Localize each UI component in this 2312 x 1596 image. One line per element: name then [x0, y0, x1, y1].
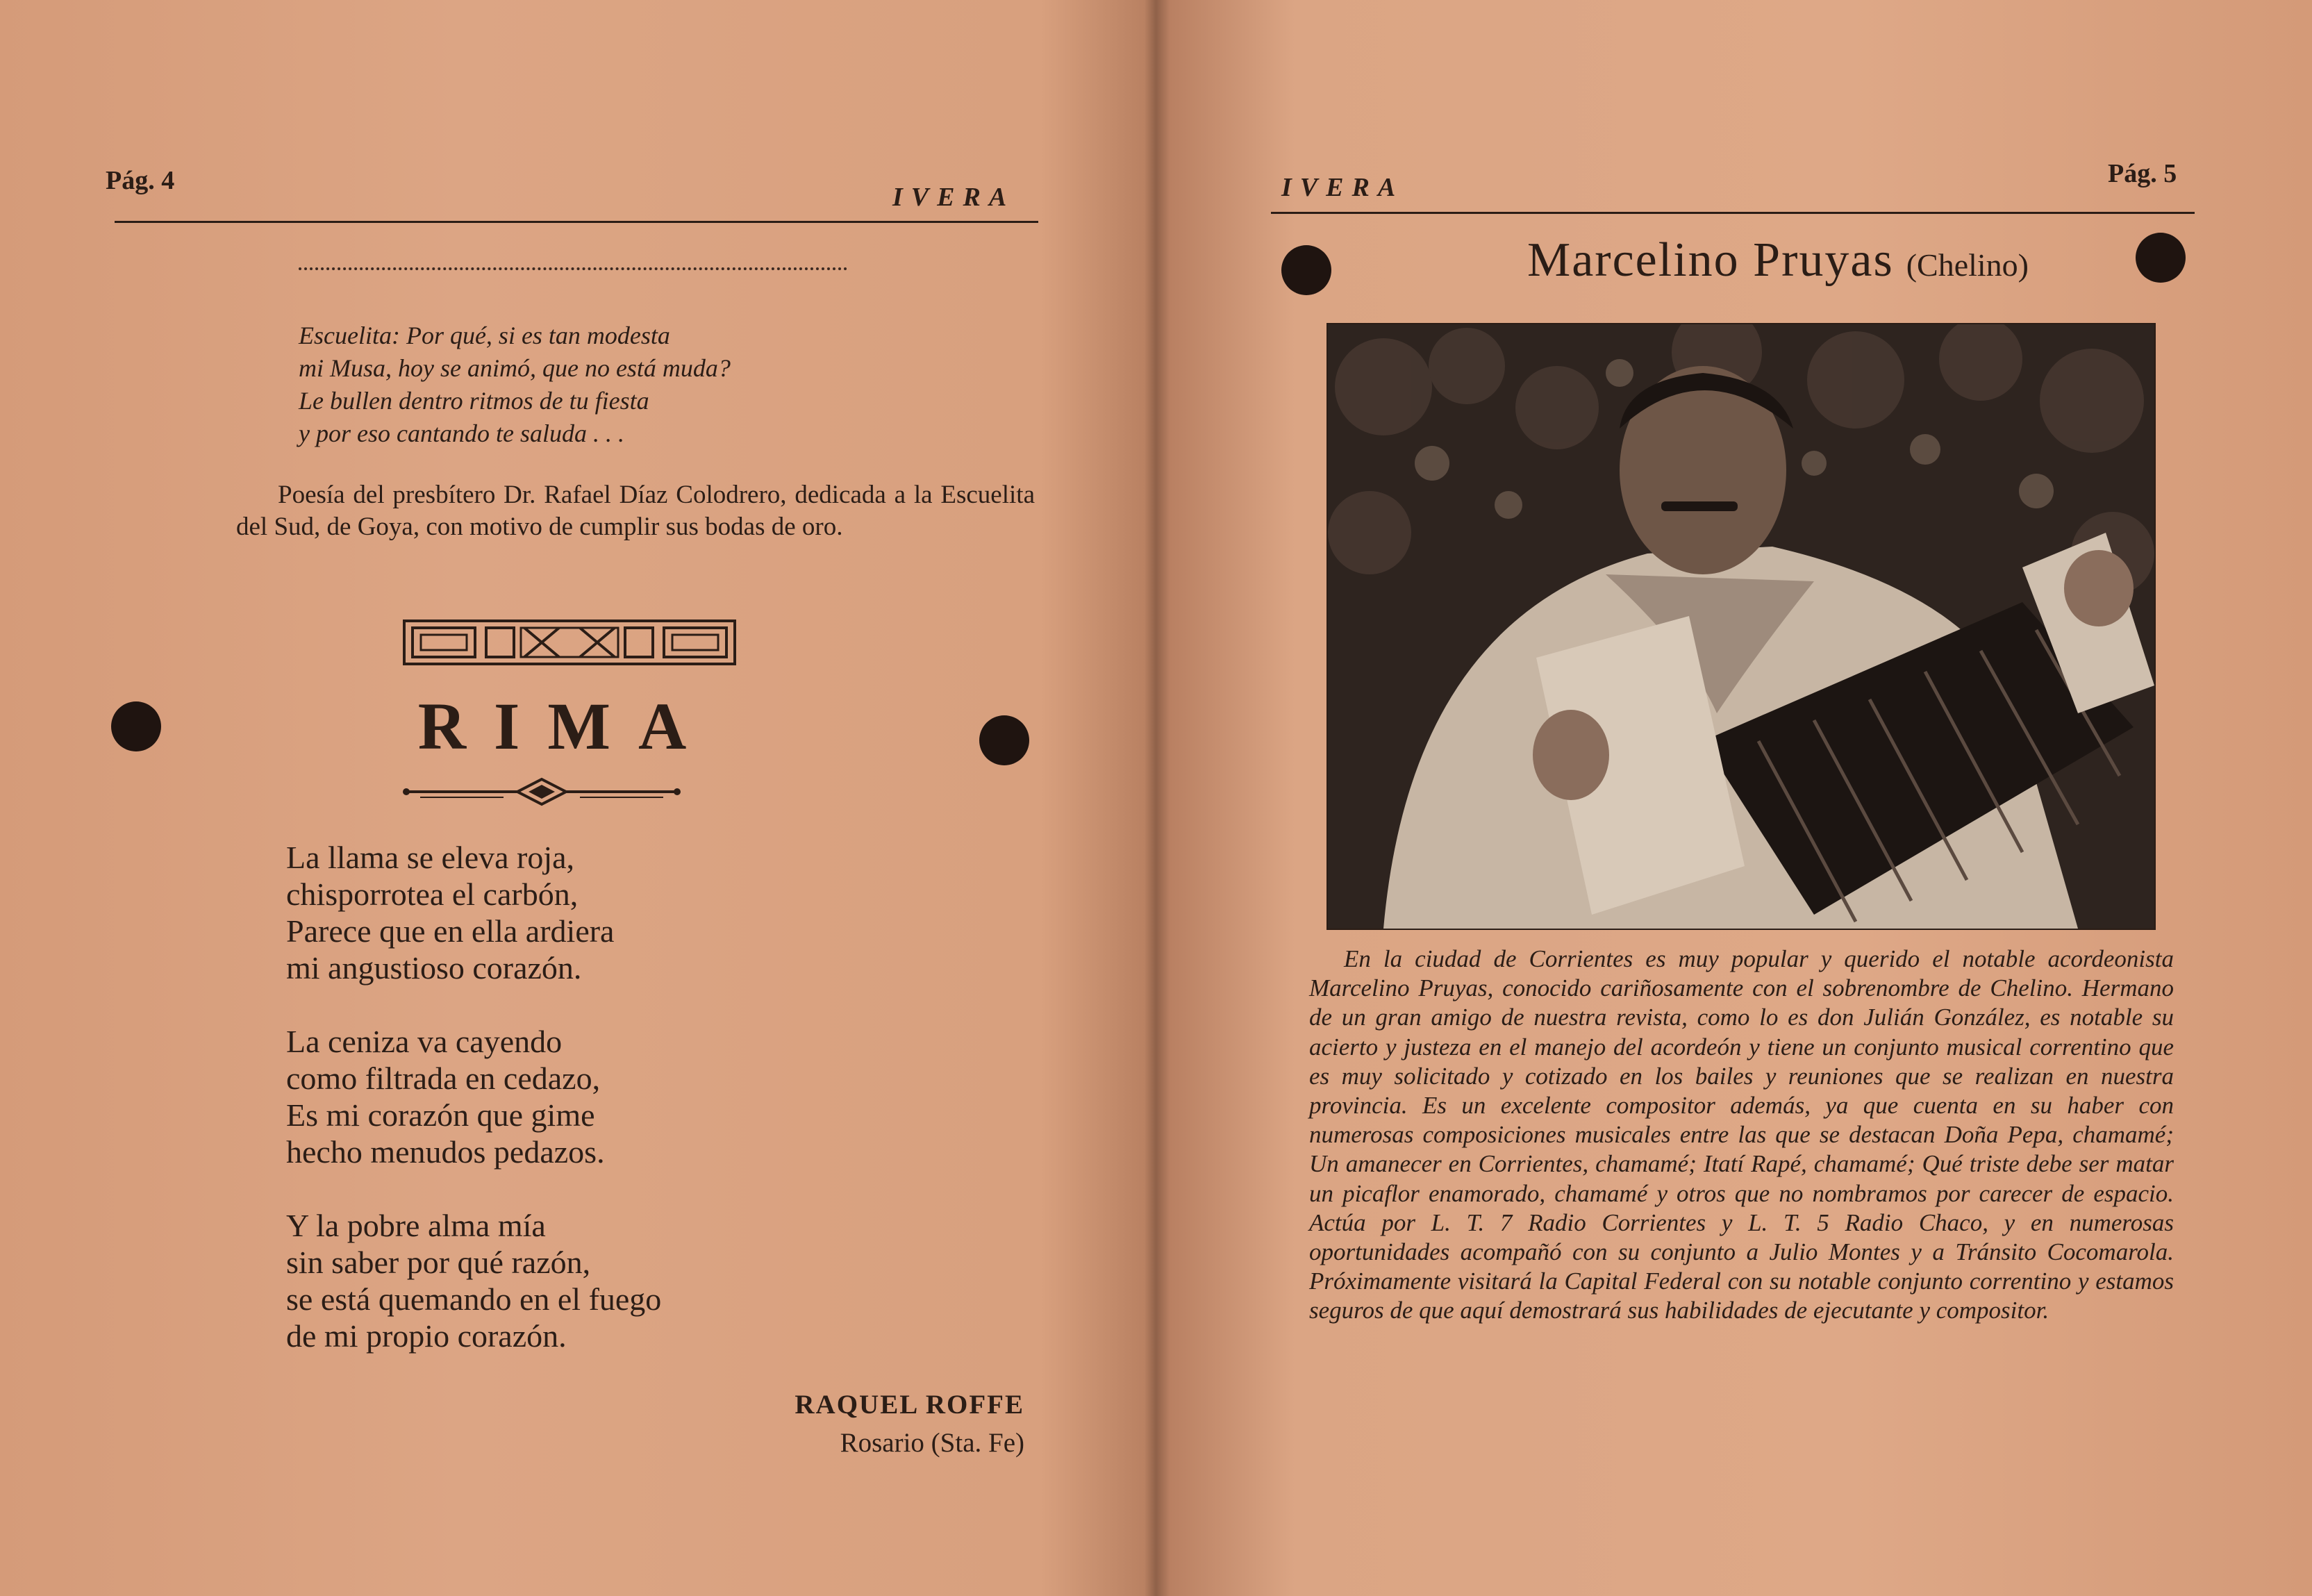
poem-line: sin saber por qué razón, — [286, 1245, 591, 1280]
dotted-separator — [299, 267, 847, 270]
article-title — [1431, 233, 2125, 288]
magazine-name: IVERA — [1281, 173, 1404, 202]
magazine-name: IVERA — [892, 183, 1015, 212]
decorative-ornament-bottom — [399, 776, 684, 807]
poem-line: chisporrotea el carbón, — [286, 876, 579, 912]
poem-line: como filtrada en cedazo, — [286, 1061, 601, 1096]
decorative-ornament-top — [403, 618, 736, 667]
right-page — [1174, 0, 2312, 1596]
page-number: Pág. 4 — [106, 166, 175, 195]
poem-line: hecho menudos pedazos. — [286, 1134, 605, 1170]
poem-line: mi angustioso corazón. — [286, 950, 582, 986]
poem-line: se está quemando en el fuego — [286, 1281, 662, 1317]
poem-author — [795, 1389, 1024, 1458]
left-page — [0, 0, 1153, 1596]
page-number: Pág. 5 — [2108, 159, 2177, 188]
dedication-line: y por eso cantando te saluda . . . — [299, 419, 624, 447]
poem-line: Es mi corazón que gime — [286, 1097, 595, 1133]
header-rule — [1271, 212, 2195, 214]
poem-stanza — [286, 1023, 786, 1170]
binding-hole — [2136, 233, 2186, 283]
dedication-line: Le bullen dentro ritmos de tu fiesta — [299, 387, 649, 415]
poem — [286, 839, 786, 1391]
portrait-photo — [1327, 323, 2156, 930]
poem-line: Y la pobre alma mía — [286, 1208, 546, 1243]
binding-hole — [1281, 245, 1331, 295]
poem-stanza — [286, 839, 786, 986]
poem-line: de mi propio corazón. — [286, 1318, 567, 1354]
author-name: RAQUEL ROFFE — [795, 1390, 1024, 1420]
header-rule — [115, 221, 1038, 223]
poem-line: Parece que en ella ardiera — [286, 913, 615, 949]
dedication-note: Poesía del presbítero Dr. Rafael Díaz Colodrero, dedicada a la Escuelita del Sud, de Goya, con motivo de cumplir sus bodas de oro. — [236, 481, 1035, 541]
dedication-stanza — [299, 319, 924, 450]
author-place: Rosario (Sta. Fe) — [840, 1428, 1024, 1458]
poem-line: La llama se eleva roja, — [286, 840, 575, 875]
article-title-nickname: (Chelino) — [1906, 247, 2029, 283]
article-title-name: Marcelino Pruyas — [1527, 233, 1894, 287]
binding-hole — [111, 701, 161, 751]
binding-hole — [979, 715, 1029, 765]
article-body: En la ciudad de Corrientes es muy popular y querido el notable acordeonista Marcelino Pruyas, conocido cariñosamente con el sobrenombre de Chelino. Hermano de un gran amigo de nuestra revista, como lo es don Julián González, es notable su acierto y justeza en el manejo del acordeón y tiene un conjunto musical correntino que es muy solicitado y cotizado en los bailes y reuniones que se realizan en nuestra provincia. Es un excelente compositor además, ya que cuenta en su haber con numerosas composiciones musicales entre las que se destacan Doña Pepa, chamamé; Un amanecer en Corrientes, chamamé; Itatí Rapé, chamamé; Qué triste debe ser matar un picaflor enamorado, chamamé y otros que no nombramos por carecer de espacio. Actúa por L. T. 7 Radio Corrientes y L. T. 5 Radio Chaco, y en numerosas oportunidades acompañó con su conjunto a Julio Montes y a Tránsito Cocomarola. Próximamente visitará la Capital Federal con su notable conjunto correntino y estamos seguros de que aquí demostrará sus habilidades de ejecutante y compositor. — [1309, 945, 2174, 1324]
accordion-player-photo — [1328, 324, 2154, 929]
poem-stanza — [286, 1207, 786, 1354]
dedication-line: Escuelita: Por qué, si es tan modesta — [299, 322, 670, 349]
poem-title: RIMA — [417, 689, 715, 763]
poem-line: La ceniza va cayendo — [286, 1024, 563, 1059]
dedication-line: mi Musa, hoy se animó, que no está muda? — [299, 354, 731, 382]
